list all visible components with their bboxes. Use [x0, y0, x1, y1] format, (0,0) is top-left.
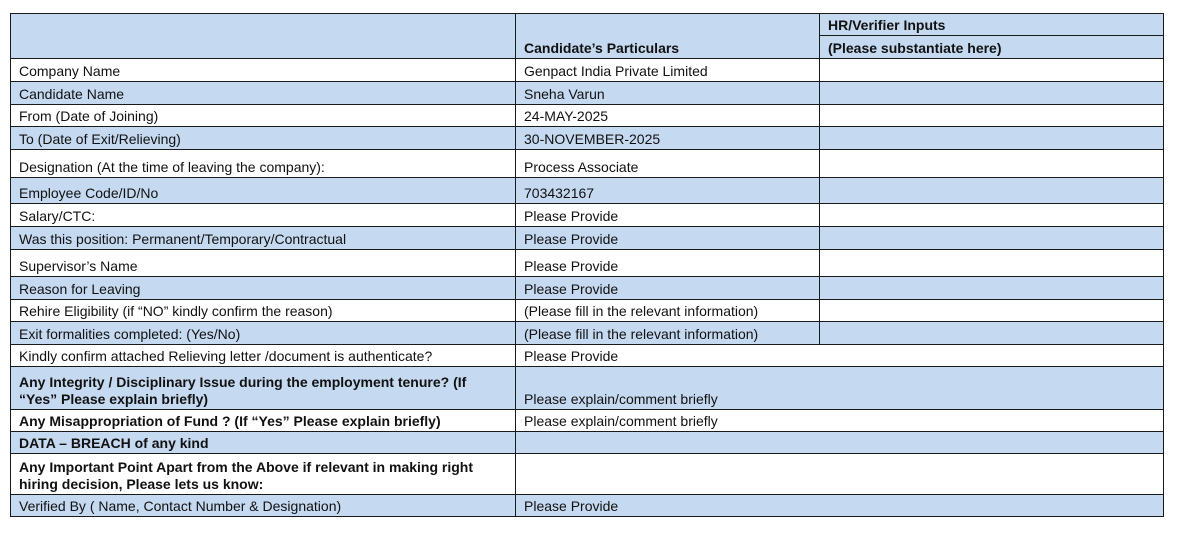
table-row: [10, 127, 1164, 150]
candidate-value: Please explain/comment briefly: [516, 367, 1164, 409]
candidate-value: Please explain/comment briefly: [516, 410, 1164, 431]
table-row: [10, 105, 1164, 127]
field-label: Designation (At the time of leaving the company):: [10, 150, 516, 177]
header-field-column: [10, 14, 516, 58]
field-label: Reason for Leaving: [10, 277, 516, 299]
table-row: [10, 150, 1164, 178]
table-row: [10, 345, 1164, 367]
verifier-input-cell[interactable]: [820, 127, 1164, 149]
verifier-input-cell[interactable]: [820, 227, 1164, 249]
header-hr-verifier-subtitle: (Please substantiate here): [828, 40, 1002, 56]
candidate-value: Please Provide: [516, 345, 1164, 366]
candidate-value: 30-NOVEMBER-2025: [516, 127, 820, 149]
table-row: [10, 250, 1164, 277]
header-row: [10, 13, 1164, 59]
verifier-input-cell[interactable]: [820, 322, 1164, 344]
candidate-value: [516, 432, 1164, 453]
verifier-input-cell[interactable]: [820, 250, 1164, 276]
field-label: Company Name: [10, 59, 516, 81]
candidate-value: [516, 454, 1164, 494]
table-row: [10, 277, 1164, 300]
table-row: [10, 454, 1164, 495]
candidate-value: Please Provide: [516, 277, 820, 299]
verification-form-table: [10, 13, 1164, 517]
table-row: [10, 227, 1164, 250]
field-label: Any Integrity / Disciplinary Issue during the employment tenure? (If “Yes” Please explain briefly): [10, 367, 516, 409]
candidate-value: Genpact India Private Limited: [516, 59, 820, 81]
candidate-value: Process Associate: [516, 150, 820, 177]
field-label: Supervisor’s Name: [10, 250, 516, 276]
table-row: [10, 432, 1164, 454]
table-row: [10, 300, 1164, 322]
candidate-value: 24-MAY-2025: [516, 105, 820, 126]
candidate-value: Please Provide: [516, 495, 1164, 516]
field-label: Kindly confirm attached Relieving letter /document is authenticate?: [10, 345, 516, 366]
verifier-input-cell[interactable]: [820, 105, 1164, 126]
candidate-value: Please Provide: [516, 250, 820, 276]
verifier-input-cell[interactable]: [820, 277, 1164, 299]
field-label: DATA – BREACH of any kind: [10, 432, 516, 453]
verifier-input-cell[interactable]: [820, 300, 1164, 321]
table-row: [10, 410, 1164, 432]
field-label: Salary/CTC:: [10, 204, 516, 226]
candidate-value: (Please fill in the relevant information): [516, 322, 820, 344]
field-label: Candidate Name: [10, 82, 516, 104]
table-row: [10, 82, 1164, 105]
form-body: [10, 59, 1164, 517]
header-hr-verifier-title: HR/Verifier Inputs: [820, 14, 1163, 36]
candidate-value: 703432167: [516, 178, 820, 203]
field-label: Any Important Point Apart from the Above if relevant in making right hiring decision, Please lets us know:: [10, 454, 516, 494]
verifier-input-cell[interactable]: [820, 204, 1164, 226]
header-candidate-particulars: Candidate’s Particulars: [516, 14, 820, 58]
field-label: To (Date of Exit/Relieving): [10, 127, 516, 149]
table-row: [10, 59, 1164, 82]
candidate-value: Sneha Varun: [516, 82, 820, 104]
table-row: [10, 322, 1164, 345]
field-label: Any Misappropriation of Fund ? (If “Yes” Please explain briefly): [10, 410, 516, 431]
field-label: Rehire Eligibility (if “NO” kindly confirm the reason): [10, 300, 516, 321]
table-row: [10, 495, 1164, 517]
verifier-input-cell[interactable]: [820, 59, 1164, 81]
verifier-input-cell[interactable]: [820, 178, 1164, 203]
header-hr-verifier-inputs: [820, 14, 1164, 58]
verifier-input-cell[interactable]: [820, 82, 1164, 104]
field-label: From (Date of Joining): [10, 105, 516, 126]
table-row: [10, 367, 1164, 410]
field-label: Verified By ( Name, Contact Number & Designation): [10, 495, 516, 516]
field-label: Exit formalities completed: (Yes/No): [10, 322, 516, 344]
field-label: Employee Code/ID/No: [10, 178, 516, 203]
candidate-value: Please Provide: [516, 227, 820, 249]
table-row: [10, 178, 1164, 204]
table-row: [10, 204, 1164, 227]
candidate-value: Please Provide: [516, 204, 820, 226]
verifier-input-cell[interactable]: [820, 150, 1164, 177]
candidate-value: (Please fill in the relevant information): [516, 300, 820, 321]
field-label: Was this position: Permanent/Temporary/Contractual: [10, 227, 516, 249]
